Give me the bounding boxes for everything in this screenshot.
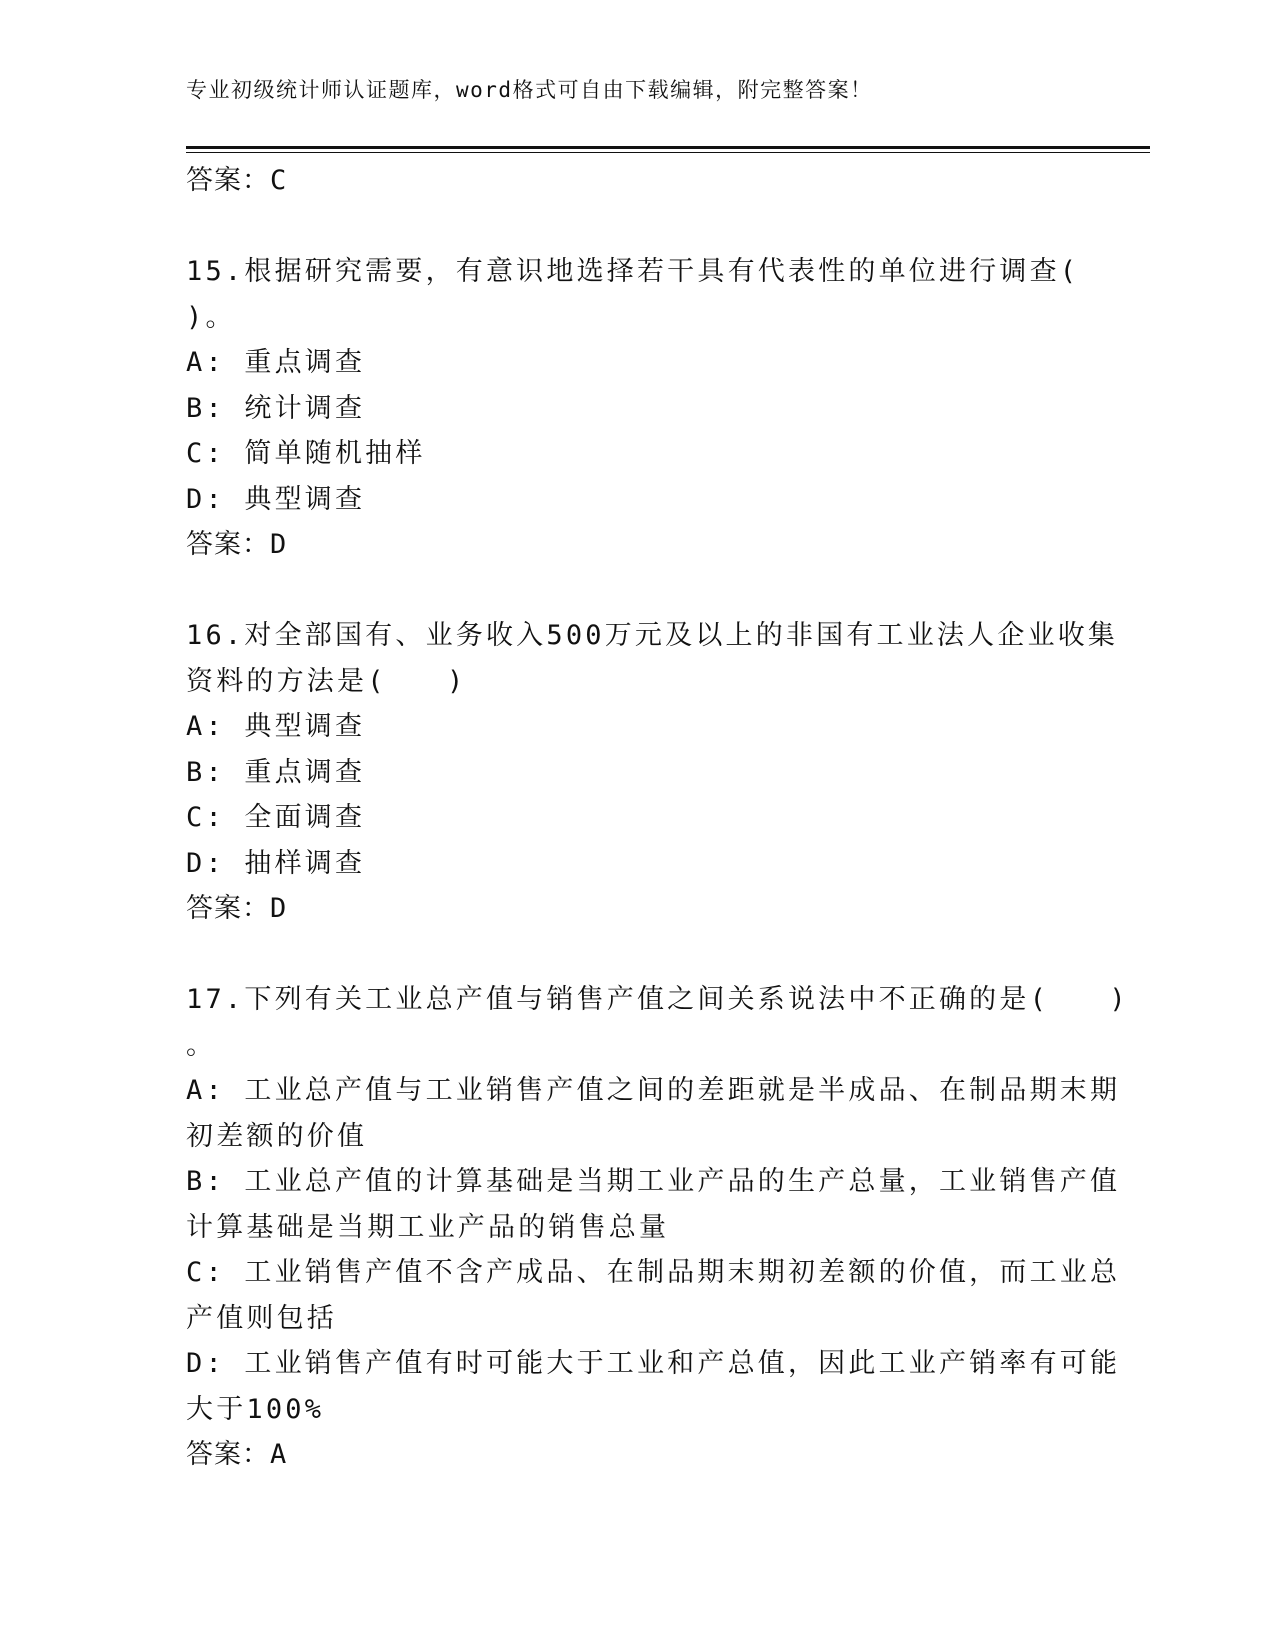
answer-value: C [270,165,288,196]
option-d: D: 抽样调查 [186,847,366,879]
header-rule-thick [186,146,1150,149]
option-c: C: 简单随机抽样 [186,438,426,469]
question-block [186,613,1119,932]
answer-value: A [270,1439,288,1470]
option-b: B: 工业总产值的计算基础是当期工业产品的生产总量，工业销售产值 [186,1166,1121,1197]
answer-line [186,158,1086,204]
option-a: A: 典型调查 [186,711,366,742]
spacer [186,568,1086,614]
document-body [186,158,1129,1478]
option-a-continued: 初差额的价值 [186,1120,368,1152]
question-block [186,249,1086,568]
option-b: B: 统计调查 [186,392,366,424]
question-stem-line: 15.根据研究需要，有意识地选择若干具有代表性的单位进行调查( [186,256,1080,287]
option-b: B: 重点调查 [186,756,366,788]
page-header: 专业初级统计师认证题库，word格式可自由下载编辑，附完整答案！ [186,78,873,102]
answer-line [186,1432,1086,1478]
answer-value: D [270,893,288,924]
option-c: C: 全面调查 [186,802,366,833]
option-a: A: 重点调查 [186,347,366,378]
answer-value: D [270,529,288,560]
spacer [186,204,1086,250]
question-stem-line: 16.对全部国有、业务收入500万元及以上的非国有工业法人企业收集 [186,620,1119,651]
option-d: D: 典型调查 [186,483,366,515]
option-c-continued: 产值则包括 [186,1302,337,1334]
option-b-continued: 计算基础是当期工业产品的销售总量 [186,1211,670,1243]
question-stem-line: )。 [186,301,236,333]
answer-line [186,886,1086,932]
option-d-continued: 大于100% [186,1393,325,1425]
option-a: A: 工业总产值与工业销售产值之间的差距就是半成品、在制品期末期 [186,1075,1121,1106]
question-stem-line: 17.下列有关工业总产值与销售产值之间关系说法中不正确的是( ) [186,984,1129,1015]
answer-label: 答案： [186,1439,270,1470]
answer-label: 答案： [186,529,270,560]
answer-line [186,522,1086,568]
question-stem-line: 。 [186,1029,217,1061]
option-d: D: 工业销售产值有时可能大于工业和产总值，因此工业产销率有可能 [186,1348,1121,1379]
question-stem-line: 资料的方法是( ) [186,665,467,697]
header-rule-thin [186,152,1150,153]
spacer [186,932,1086,978]
option-c: C: 工业销售产值不含产成品、在制品期末期初差额的价值，而工业总 [186,1257,1121,1288]
answer-label: 答案： [186,165,270,196]
question-block [186,977,1129,1478]
answer-label: 答案： [186,893,270,924]
